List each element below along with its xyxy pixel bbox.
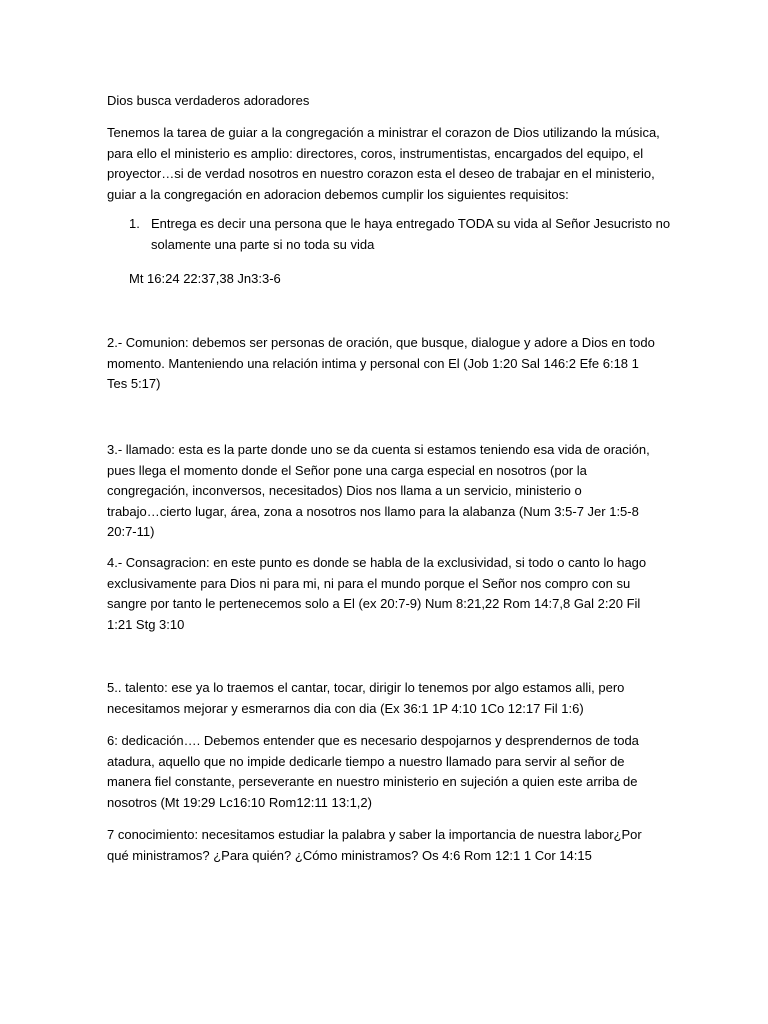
item5-line: 5.. talento: ese ya lo traemos el cantar, tocar, dirigir lo tenemos por algo estamos alli, pero: [107, 680, 625, 695]
intro-paragraph: [107, 123, 663, 205]
item4-line: sangre por tanto le pertenecemos solo a El (ex 20:7-9) Num 8:21,22 Rom 14:7,8 Gal 2:20 Fil: [107, 596, 641, 611]
item2-line: Tes 5:17): [107, 376, 161, 391]
item6-line: atadura, aquello que no impide dedicarle tiempo a nuestro llamado para servir al señor de: [107, 753, 625, 769]
item3-line: congregación, inconversos, necesitados) Dios nos llama a un servicio, ministerio o: [107, 483, 582, 498]
paragraph-talento: [107, 678, 663, 719]
intro-line: proyector…si de verdad nosotros en nuestro corazon esta el deseo de trabajar en el ministerio,: [107, 166, 655, 181]
item2-line: 2.- Comunion: debemos ser personas de oración, que busque, dialogue y adore a Dios en todo: [107, 335, 655, 350]
intro-line: Tenemos la tarea de guiar a la congregación a ministrar el corazon de Dios utilizando la música,: [107, 125, 660, 140]
paragraph-consagracion: [107, 553, 663, 635]
item2-line: momento. Manteniendo una relación intima y personal con El (Job 1:20 Sal 146:2 Efe 6:18 1: [107, 355, 639, 371]
item4-line: exclusivamente para Dios ni para mi, ni para el mundo porque el Señor nos compro con su: [107, 575, 631, 591]
item1-line: Entrega es decir una persona que le haya entregado TODA su vida al Señor Jesucristo no: [151, 216, 671, 231]
paragraph-llamado: [107, 440, 663, 543]
item7-line: qué ministramos? ¿Para quién? ¿Cómo ministramos? Os 4:6 Rom 12:1 1 Cor 14:15: [107, 847, 592, 863]
intro-line: para ello el ministerio es amplio: directores, coros, instrumentistas, encargados del equipo, el: [107, 145, 644, 161]
item4-line: 4.- Consagracion: en este punto es donde se habla de la exclusividad, si todo o canto lo hago: [107, 555, 647, 570]
paragraph-comunion: [107, 333, 663, 395]
item6-line: manera fiel constante, perseverante en nuestro ministerio en sujeción a quien este arriba de: [107, 774, 638, 789]
document-title: [107, 91, 663, 112]
item4-line: 1:21 Stg 3:10: [107, 616, 185, 632]
list-item-text: [151, 214, 671, 255]
item3-line: trabajo…cierto lugar, área, zona a nosotros nos llamo para la alabanza (Num 3:5-7 Jer 1:5-8: [107, 503, 639, 519]
list-item-number: 1.: [129, 216, 140, 231]
item1-refs-text: Mt 16:24 22:37,38 Jn3:3-6: [129, 271, 281, 286]
item3-line: 20:7-11): [107, 524, 155, 539]
item1-line: solamente una parte si no toda su vida: [151, 236, 375, 252]
title-text: Dios busca verdaderos adoradores: [107, 93, 310, 108]
paragraph-dedicacion: [107, 731, 663, 813]
item5-line: necesitamos mejorar y esmerarnos dia con dia (Ex 36:1 1P 4:10 1Co 12:17 Fil 1:6): [107, 700, 584, 716]
paragraph-conocimiento: [107, 825, 663, 866]
intro-line: guiar a la congregación en adoracion debemos cumplir los siguientes requisitos:: [107, 186, 569, 202]
item6-line: nosotros (Mt 19:29 Lc16:10 Rom12:11 13:1,2): [107, 794, 372, 810]
item7-line: 7 conocimiento: necesitamos estudiar la palabra y saber la importancia de nuestra labor¿Por: [107, 827, 642, 842]
item1-references: [129, 269, 685, 290]
item6-line: 6: dedicación…. Debemos entender que es necesario despojarnos y desprendernos de toda: [107, 733, 639, 748]
item3-line: pues llega el momento donde el Señor pone una carga especial en nosotros (por la: [107, 462, 587, 478]
item3-line: 3.- llamado: esta es la parte donde uno se da cuenta si estamos teniendo esa vida de oración,: [107, 442, 650, 457]
